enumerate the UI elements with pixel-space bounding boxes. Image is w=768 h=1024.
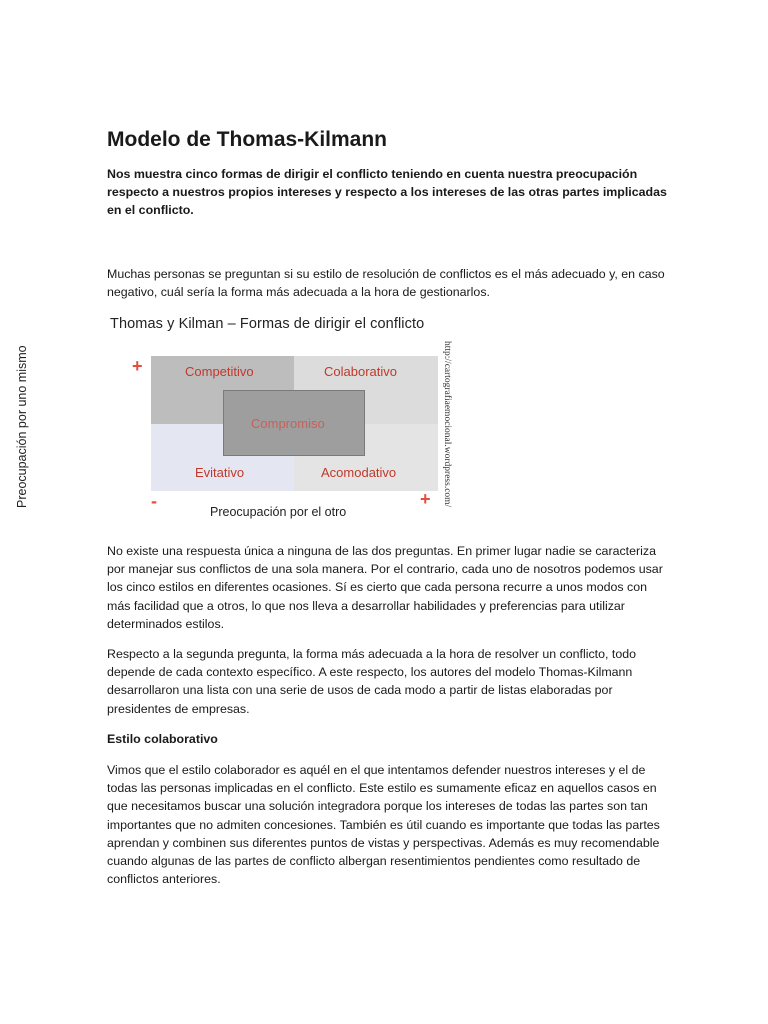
plus-sign-x: + <box>420 489 431 509</box>
label-competitivo: Competitivo <box>185 364 254 379</box>
document-title: Modelo de Thomas-Kilmann <box>107 128 388 151</box>
label-compromiso: Compromiso <box>251 416 325 431</box>
question-paragraph: Muchas personas se preguntan si su estilo de resolución de conflictos es el más adecuado y, en caso negativo, cuál sería la forma más adecuada a la hora de gestionarlos. <box>107 267 665 300</box>
figure-source-url: http://cartografiaemocional.wordpress.com/ <box>442 341 452 508</box>
figure-y-axis-label: Preocupación por uno mismo <box>15 345 29 508</box>
minus-sign-origin: - <box>151 491 157 511</box>
label-colaborativo: Colaborativo <box>324 364 397 379</box>
vimos-paragraph: Vimos que el estilo colaborador es aquél en el que intentamos defender nuestros intereses y el de todas las personas implicadas en el conflicto. Este estilo es sumamente eficaz en aquellos casos en que necesitamos buscar una solución integradora porque los intereses de todas las partes son tan importantes que no admiten concesiones. También es útil cuando es importante que todas las partes aprendan y combinen sus diferentes puntos de vistas y perspectivas. Además es muy recomendable cuando algunas de las partes de conflicto albergan resentimientos pendientes como resultado de conflictos anteriores. <box>107 763 660 887</box>
intro-paragraph: Nos muestra cinco formas de dirigir el conflicto teniendo en cuenta nuestra preocupación respecto a nuestros propios intereses y respecto a los intereses de las otras partes implicadas en el conflicto. <box>107 167 667 218</box>
figure-title: Thomas y Kilman – Formas de dirigir el conflicto <box>110 316 425 332</box>
section-heading-colaborativo: Estilo colaborativo <box>107 732 218 746</box>
plus-sign-y: + <box>132 356 143 376</box>
respecto-paragraph: Respecto a la segunda pregunta, la forma más adecuada a la hora de resolver un conflicto, todo depende de cada contexto específico. A este respecto, los autores del modelo Thomas-Kilmann desarrollaron una lista con una serie de usos de cada modo a partir de listas elaboradas por presidentes de empresas. <box>107 647 636 716</box>
label-acomodativo: Acomodativo <box>321 465 397 480</box>
label-evitativo: Evitativo <box>195 465 245 480</box>
no-existe-paragraph: No existe una respuesta única a ninguna de las dos preguntas. En primer lugar nadie se caracteriza por manejar sus conflictos de una sola manera. Por el contrario, cada uno de nosotros podemos usar los cinco estilos en diferentes ocasiones. Sí es cierto que cada persona recurre a unos modos con más facilidad que a otros, lo que nos lleva a desarrollar habilidades y preferencias para utilizar determinados estilos. <box>107 544 663 631</box>
figure-x-axis-label: Preocupación por el otro <box>210 505 347 519</box>
